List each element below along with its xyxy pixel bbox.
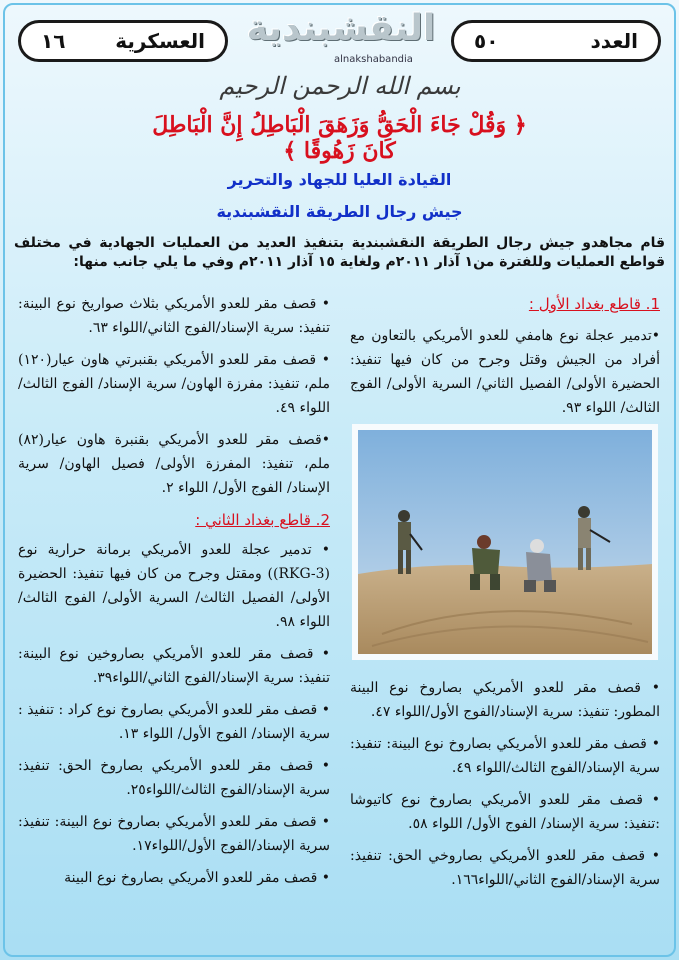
org-title-1: القيادة العليا للجهاد والتحرير xyxy=(227,170,452,189)
issue-number: ٥٠ xyxy=(474,29,499,53)
page-number: ١٦ xyxy=(41,29,66,53)
logo-text: النقشبندية xyxy=(246,8,436,49)
section-heading-1: 1. قاطع بغداد الأول : xyxy=(528,295,660,313)
basmala: بسم الله الرحمن الرحيم xyxy=(219,72,461,100)
field-photo xyxy=(352,424,658,660)
list-item: • قصف مقر للعدو الأمريكي بصاروخ نوع كاتيوشا :تنفيذ: سرية الإسناد/ الفوج الأول/ اللواء ٥٨. xyxy=(350,792,660,832)
page-section-pill xyxy=(18,20,228,62)
list-item: • قصف مقر للعدو الأمريكي بصاروخ نوع البينة المطور: تنفيذ: سرية الإسناد/الفوج الأول/اللواء ٤٧. xyxy=(350,680,660,720)
list-item: •تدمير عجلة نوع هامفي للعدو الأمريكي بالتعاون مع أفراد من الجيش وقتل وجرح من كان فيها تنفيذ: الحضيرة الأولى/ الفصيل الثاني/ السرية الأولى/ الفوج الثالث/ اللواء ٩٣. xyxy=(350,328,660,416)
issue-label: العدد xyxy=(590,29,638,53)
quran-verse: ﴿ وَقُلْ جَاءَ الْحَقُّ وَزَهَقَ الْبَاطِلُ إِنَّ الْبَاطِلَ كَانَ زَهُوقًا ﴾ xyxy=(152,112,527,164)
issue-pill xyxy=(451,20,661,62)
list-item: • قصف مقر للعدو الأمريكي بصاروخ نوع البينة: تنفيذ: سرية الإسناد/الفوج الأول/اللواء١٧. xyxy=(18,814,330,854)
list-item: • قصف مقر للعدو الأمريكي بصاروخ نوع كراد : تنفيذ : سرية الإسناد/ الفوج الأول/ اللواء ١٣. xyxy=(18,702,330,742)
list-item: • تدمير عجلة للعدو الأمريكي برمانة حرارية نوع (RKG-3)) ومقتل وجرح من كان فيها تنفيذ: الحضيرة الأولى/ الفصيل الثالث/ السرية الأولى/ الفوج الثالث/ اللواء ٩٨. xyxy=(18,542,330,630)
left-column xyxy=(18,292,330,898)
list-item: • قصف مقر للعدو الأمريكي بصاروخين نوع البينة: تنفيذ: سرية الإسناد/الفوج الثاني/اللواء٣٩. xyxy=(18,646,330,686)
right-column-top xyxy=(350,292,660,428)
magazine-logo xyxy=(238,6,444,68)
list-item: • قصف مقر للعدو الأمريكي بصاروخي الحق: تنفيذ: سرية الإسناد/الفوج الثاني/اللواء١٦٦. xyxy=(350,848,660,888)
list-item: • قصف مقر للعدو الأمريكي بقنبرتي هاون عيار(١٢٠) ملم، تنفيذ: مفرزة الهاون/ سرية الإسناد/ الفوج الثالث/ اللواء ٤٩. xyxy=(18,352,330,416)
section-label: العسكرية xyxy=(115,29,205,53)
photo-ground xyxy=(358,564,652,654)
org-title-2: جيش رجال الطريقة النقشبندية xyxy=(216,202,463,221)
logo-subtitle: alnakshabandia xyxy=(334,54,413,65)
list-item: • قصف مقر للعدو الأمريكي بصاروخ نوع البينة: تنفيذ: سرية الإسناد/الفوج الثالث/اللواء ٤٩. xyxy=(350,736,660,776)
section-heading-2: 2. قاطع بغداد الثاني : xyxy=(195,511,330,529)
intro-paragraph: قام مجاهدو جيش رجال الطريقة النقشبندية بتنفيذ العديد من العمليات الجهادية في مختلف قواطع العمليات وللفترة من١ آذار ٢٠١١م ولغاية ١٥ آذار ٢٠١١م وفي ما يلي جانب منها: xyxy=(14,235,665,270)
list-item: • قصف مقر للعدو الأمريكي بصاروخ الحق: تنفيذ: سرية الإسناد/الفوج الثالث/اللواء٢٥. xyxy=(18,758,330,798)
list-item: •قصف مقر للعدو الأمريكي بقنبرة هاون عيار(٨٢) ملم، تنفيذ: المفرزة الأولى/ فصيل الهاون/ سرية الإسناد/ الفوج الأول/ اللواء ٢. xyxy=(18,432,330,496)
list-item: • قصف مقر للعدو الأمريكي بثلاث صواريخ نوع البينة: تنفيذ: سرية الإسناد/الفوج الثاني/اللواء ٦٣. xyxy=(18,296,330,336)
list-item: • قصف مقر للعدو الأمريكي بصاروخ نوع البينة xyxy=(64,870,330,886)
right-column-bottom xyxy=(350,676,660,900)
